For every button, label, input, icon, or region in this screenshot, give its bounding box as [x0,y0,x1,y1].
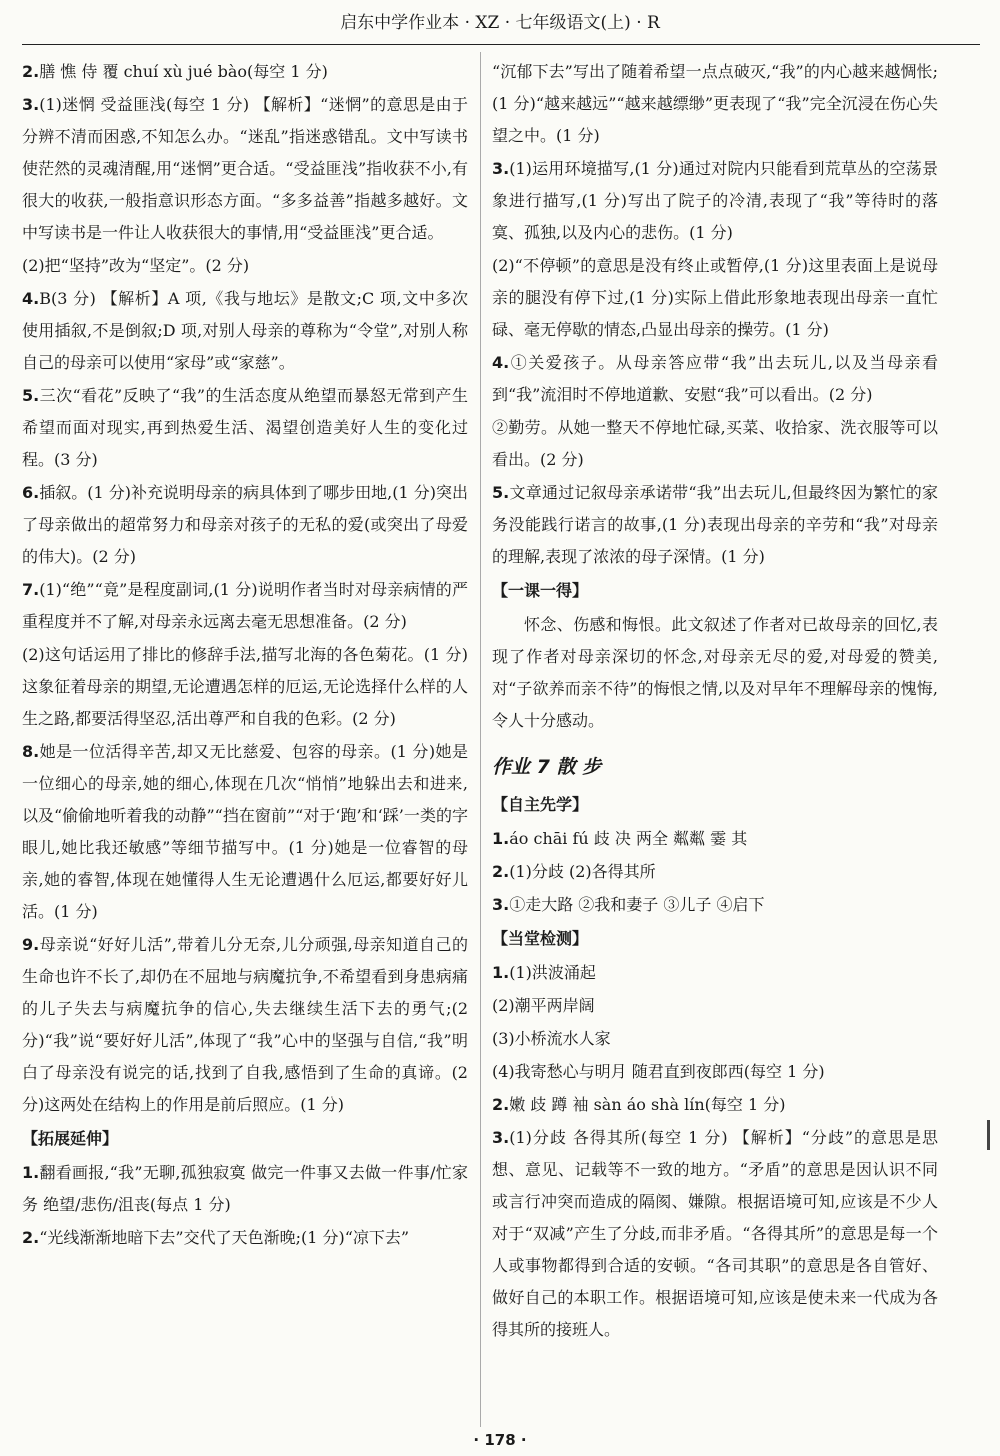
answer-text: 插叙。(1 分)补充说明母亲的病具体到了哪步田地,(1 分)突出了母亲做出的超常努力和母亲对孩子的无私的爱(或突出了母爱的伟大)。(2 分) [22,483,468,566]
answer-item [492,957,938,989]
answer-subpart: (2)潮平两岸阔 [492,996,595,1015]
answer-subpart: ②勤劳。从她一整天不停地忙碌,买菜、收拾家、洗衣服等可以看出。(2 分) [492,418,938,469]
answer-item [22,477,468,573]
answer-item [492,477,938,573]
answer-item [492,347,938,411]
answer-text: (1)“绝”“竟”是程度副词,(1 分)说明作者当时对母亲病情的严重程度并不了解,对母亲永远离去毫无思想准备。(2 分) [22,580,468,631]
answer-number: 2. [22,1228,40,1247]
answer-text: 嫩 歧 蹲 袖 sàn áo shà lín(每空 1 分) [509,1095,786,1114]
right-column [492,56,938,1426]
answer-number: 1. [492,829,510,848]
answer-item [22,380,468,476]
answer-item [492,153,938,249]
answer-text: (1)分歧 各得其所(每空 1 分) 【解析】“分歧”的意思是思想、意见、记载等不一致的地方。“矛盾”的意思是因认识不同或言行冲突而造成的隔阂、嫌隙。根据语境可知,应该是不少人对于“双减”产生了分歧,而非矛盾。“各得其所”的意思是每一个人或事物都得到合适的安顿。“各司其职”的意思是各自管好、做好自己的本职工作。根据语境可知,应该是使未来一代成为各得其所的接班人。 [492,1128,938,1339]
page-number: · 178 · [473,1431,527,1449]
answer-subpart: (3)小桥流水人家 [492,1029,611,1048]
answer-continuation: “沉郁下去”写出了随着希望一点点破灭,“我”的内心越来越惆怅;(1 分)“越来越远”“越来越缥缈”更表现了“我”完全沉浸在伤心失望之中。(1 分) [492,62,938,145]
column-divider [480,52,481,1427]
answer-number: 6. [22,483,40,502]
answer-number: 2. [492,862,510,881]
assignment-title: 作业 7 散 步 [492,756,602,778]
answer-text: áo chāi fú 歧 决 两全 粼粼 霎 其 [509,829,748,848]
answer-item [22,1222,468,1254]
answer-item [492,823,938,855]
section-heading: 【一课一得】 [492,581,589,600]
section-heading: 【自主先学】 [492,795,589,814]
answer-text: (1)洪波涌起 [509,963,596,982]
answer-text: 母亲说“好好儿活”,带着儿分无奈,儿分顽强,母亲知道自己的生命也许不长了,却仍在不屈地与病魔抗争,不希望看到身患病痛的儿子失去与病魔抗争的信心,失去继续生活下去的勇气;(2 分)“我”说“要好好儿活”,体现了“我”心中的坚强与自信,“我”明白了母亲没有说完的话,找到了自我,感悟到了生命的真谛。(2 分)这两处在结构上的作用是前后照应。(1 分) [22,935,468,1114]
answer-text: ①关爱孩子。从母亲答应带“我”出去玩儿,以及当母亲看到“我”流泪时不停地道歉、安慰“我”可以看出。(2 分) [492,353,938,404]
answer-item [22,574,468,638]
answer-text: (1)运用环境描写,(1 分)通过对院内只能看到荒草丛的空荡景象进行描写,(1 分)写出了院子的冷清,表现了“我”等待时的落寞、孤独,以及内心的悲伤。(1 分) [492,159,938,242]
answer-item [22,1157,468,1221]
section-heading: 【拓展延伸】 [22,1129,119,1148]
answer-number: 3. [22,95,40,114]
answer-item [492,856,938,888]
answer-text: (1)分歧 (2)各得其所 [509,862,656,881]
answer-text: 膳 憔 侍 覆 chuí xù jué bào(每空 1 分) [39,62,328,81]
left-column [22,56,468,1426]
header-rule [22,44,980,45]
answer-text: B(3 分) 【解析】A 项,《我与地坛》是散文;C 项,文中多次使用插叙,不是倒叙;D 项,对别人母亲的尊称为“令堂”,对别人称自己的母亲可以使用“家母”或“家慈”。 [22,289,468,372]
answer-subpart: (2)“不停顿”的意思是没有终止或暂停,(1 分)这里表面上是说母亲的腿没有停下过,(1 分)实际上借此形象地表现出母亲一直忙碌、毫无停歇的情态,凸显出母亲的操劳。(1 分) [492,256,938,339]
answer-number: 3. [492,1128,510,1147]
answer-number: 1. [492,963,510,982]
answer-subpart: (4)我寄愁心与明月 随君直到夜郎西(每空 1 分) [492,1062,825,1081]
answer-text: 她是一位活得辛苦,却又无比慈爱、包容的母亲。(1 分)她是一位细心的母亲,她的细心,体现在几次“悄悄”地躲出去和进来,以及“偷偷地听着我的动静”“挡在窗前”“对于‘跑’和‘踩’一类的字眼儿,她比我还敏感”等细节描写中。(1 分)她是一位睿智的母亲,她的睿智,体现在她懂得人生无论遭遇什么厄运,都要好好儿活。(1 分) [22,742,468,921]
answer-number: 4. [492,353,510,372]
answer-number: 5. [492,483,510,502]
answer-text: ①走大路 ②我和妻子 ③儿子 ④启下 [509,895,765,914]
answer-text: 三次“看花”反映了“我”的生活态度从绝望而暴怒无常到产生希望而面对现实,再到热爱生活、渴望创造美好人生的变化过程。(3 分) [22,386,468,469]
answer-number: 2. [492,1095,510,1114]
answer-number: 7. [22,580,40,599]
margin-mark [987,1120,990,1150]
answer-number: 5. [22,386,40,405]
answer-item [492,889,938,921]
section-heading: 【当堂检测】 [492,929,589,948]
answer-item [22,929,468,1121]
answer-subpart: (2)这句话运用了排比的修辞手法,描写北海的各色菊花。(1 分)这象征着母亲的期望,无论遭遇怎样的厄运,无论选择什么样的人生之路,都要活得坚忍,活出尊严和自我的色彩。(2 分) [22,645,468,728]
answer-item [22,89,468,249]
answer-item [22,56,468,88]
summary-paragraph: 怀念、伤感和悔恨。此文叙述了作者对已故母亲的回忆,表现了作者对母亲深切的怀念,对母亲无尽的爱,对母爱的赞美,对“子欲养而亲不待”的悔恨之情,以及对早年不理解母亲的愧悔,令人十分感动。 [492,615,938,730]
answer-item [492,1122,938,1346]
answer-number: 1. [22,1163,40,1182]
answer-number: 2. [22,62,40,81]
answer-text: “光线渐渐地暗下去”交代了天色渐晚;(1 分)“凉下去” [39,1228,410,1247]
answer-number: 9. [22,935,40,954]
answer-item [492,1089,938,1121]
page-header: 启东中学作业本 · XZ · 七年级语文(上) · R [340,13,660,33]
answer-item [22,283,468,379]
answer-number: 4. [22,289,40,308]
answer-number: 3. [492,895,510,914]
answer-text: (1)迷惘 受益匪浅(每空 1 分) 【解析】“迷惘”的意思是由于分辨不清而困惑,不知怎么办。“迷乱”指迷惑错乱。文中写读书使茫然的灵魂清醒,用“迷惘”更合适。“受益匪浅”指收获不小,有很大的收获,一般指意识形态方面。“多多益善”指越多越好。文中写读书是一件让人收获很大的事情,用“受益匪浅”更合适。 [22,95,468,242]
answer-number: 3. [492,159,510,178]
answer-text: 文章通过记叙母亲承诺带“我”出去玩儿,但最终因为繁忙的家务没能践行诺言的故事,(1 分)表现出母亲的辛劳和“我”对母亲的理解,表现了浓浓的母子深情。(1 分) [492,483,938,566]
answer-text: 翻看画报,“我”无聊,孤独寂寞 做完一件事又去做一件事/忙家务 绝望/悲伤/沮丧(每点 1 分) [22,1163,468,1214]
answer-item [22,736,468,928]
answer-number: 8. [22,742,40,761]
answer-subpart: (2)把“坚持”改为“坚定”。(2 分) [22,256,250,275]
